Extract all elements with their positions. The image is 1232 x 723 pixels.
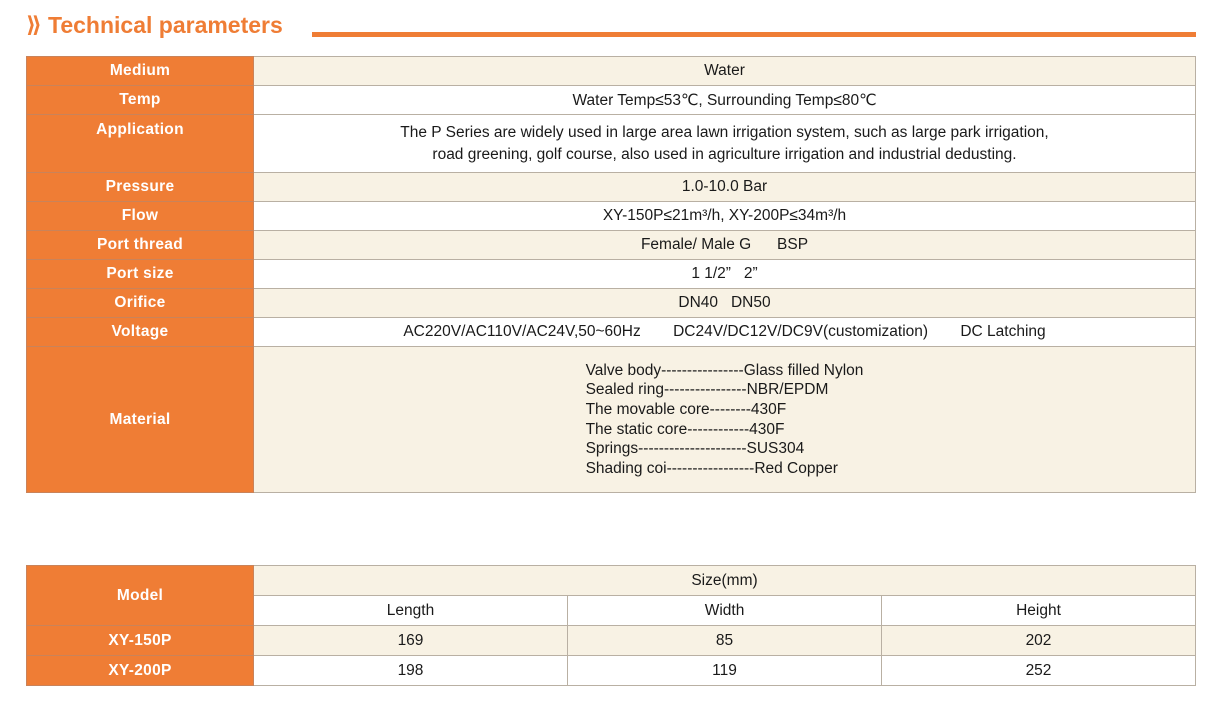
application-line-1: The P Series are widely used in large area lawn irrigation system, such as large park irrigation, xyxy=(400,123,1049,141)
param-label: Voltage xyxy=(27,318,254,347)
param-label: Port size xyxy=(27,260,254,289)
param-value: XY-150P≤21m³/h, XY-200P≤34m³/h xyxy=(254,202,1196,231)
param-value xyxy=(254,318,1196,347)
height-value: 202 xyxy=(882,626,1196,656)
param-value: 1.0-10.0 Bar xyxy=(254,173,1196,202)
material-item: Valve body----------------Glass filled Nylon xyxy=(585,361,864,379)
table-row xyxy=(27,656,1196,686)
param-row-port-thread xyxy=(27,231,1196,260)
width-value: 85 xyxy=(568,626,882,656)
param-row-application xyxy=(27,115,1196,173)
param-label: Pressure xyxy=(27,173,254,202)
param-label: Application xyxy=(27,115,254,173)
param-value: DN40 DN50 xyxy=(254,289,1196,318)
param-value: Female/ Male G BSP xyxy=(254,231,1196,260)
param-label: Temp xyxy=(27,86,254,115)
param-label: Medium xyxy=(27,57,254,86)
param-value xyxy=(254,115,1196,173)
size-table xyxy=(26,565,1196,686)
width-header: Width xyxy=(568,596,882,626)
param-row-material xyxy=(27,347,1196,493)
material-item: Sealed ring----------------NBR/EPDM xyxy=(585,381,829,399)
technical-parameters-table xyxy=(26,56,1196,493)
param-label: Material xyxy=(27,347,254,493)
param-row-pressure xyxy=(27,173,1196,202)
model-name: XY-200P xyxy=(27,656,254,686)
section-title: Technical parameters xyxy=(48,12,283,38)
param-label: Orifice xyxy=(27,289,254,318)
voltage-latching: DC Latching xyxy=(960,323,1046,340)
signal-chevron-icon: ⟫ xyxy=(26,12,36,37)
application-line-2: road greening, golf course, also used in agriculture irrigation and industrial dedusting. xyxy=(432,145,1017,163)
param-row-medium xyxy=(27,57,1196,86)
length-value: 198 xyxy=(254,656,568,686)
param-value: Water xyxy=(254,57,1196,86)
size-group-header: Size(mm) xyxy=(254,566,1196,596)
length-header: Length xyxy=(254,596,568,626)
length-value: 169 xyxy=(254,626,568,656)
param-value: Water Temp≤53℃, Surrounding Temp≤80℃ xyxy=(254,86,1196,115)
size-header-row xyxy=(27,566,1196,596)
material-item: The movable core--------430F xyxy=(585,400,787,418)
voltage-ac: AC220V/AC110V/AC24V,50~60Hz xyxy=(403,323,641,340)
height-header: Height xyxy=(882,596,1196,626)
material-item: The static core------------430F xyxy=(585,420,785,438)
param-value: 1 1/2” 2” xyxy=(254,260,1196,289)
height-value: 252 xyxy=(882,656,1196,686)
model-header: Model xyxy=(27,566,254,626)
width-value: 119 xyxy=(568,656,882,686)
material-item: Shading coi-----------------Red Copper xyxy=(585,459,838,477)
model-name: XY-150P xyxy=(27,626,254,656)
material-item: Springs---------------------SUS304 xyxy=(585,440,805,458)
section-header xyxy=(26,8,1196,40)
title-underline xyxy=(312,32,1196,37)
param-row-temp xyxy=(27,86,1196,115)
param-label: Port thread xyxy=(27,231,254,260)
param-row-flow xyxy=(27,202,1196,231)
param-row-voltage xyxy=(27,318,1196,347)
voltage-dc: DC24V/DC12V/DC9V(customization) xyxy=(673,323,929,340)
param-value xyxy=(254,347,1196,493)
table-row xyxy=(27,626,1196,656)
param-label: Flow xyxy=(27,202,254,231)
material-list xyxy=(586,361,864,479)
param-row-orifice xyxy=(27,289,1196,318)
param-row-port-size xyxy=(27,260,1196,289)
